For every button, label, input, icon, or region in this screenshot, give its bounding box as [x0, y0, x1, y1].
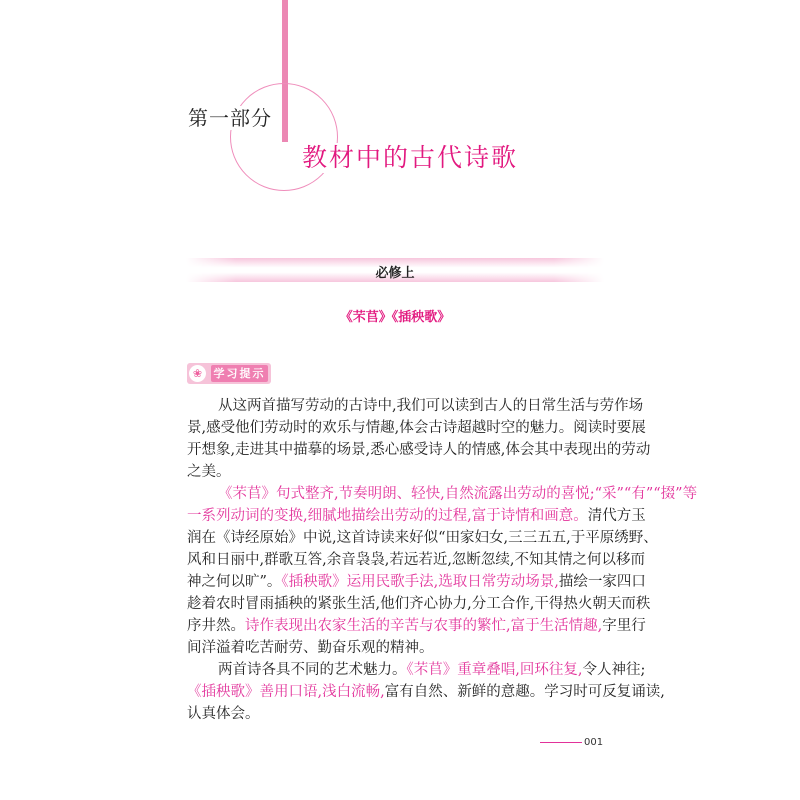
body-line: [187, 395, 644, 417]
body-text: 风和日丽中,群歌互答,余音袅袅,若远若近,忽断忽续,不知其情之何以移而: [187, 552, 646, 568]
highlighted-text: 诗作表现出农家生活的辛苦与农事的繁忙,富于生活情趣,: [245, 618, 603, 634]
study-tip-badge: [187, 363, 271, 384]
body-line: [187, 505, 646, 527]
body-line: [187, 461, 604, 483]
body-line: [187, 593, 651, 615]
highlighted-text: 《插秧歌》善用口语,浅白流畅,: [187, 684, 385, 700]
body-text: 神之何以旷”。: [187, 574, 282, 590]
body-line: [187, 439, 651, 461]
body-text: 之美。: [187, 464, 231, 480]
body-text: 序井然。: [187, 618, 245, 634]
page-number: [540, 737, 603, 748]
body-line: [187, 549, 646, 571]
chapter-title: 教材中的古代诗歌: [302, 143, 522, 173]
highlighted-text: 《芣苢》句式整齐,节奏明朗、轻快,自然流露出劳动的喜悦;“采”“有”“掇”等: [218, 486, 698, 502]
body-text: 富有自然、新鲜的意趣。学习时可反复诵读,: [384, 684, 665, 700]
study-tip-label: 学习提示: [211, 365, 268, 382]
highlighted-text: 《芣苢》重章叠唱,回环往复,: [406, 662, 583, 678]
flower-book-icon: ❀: [189, 365, 206, 382]
decorative-circle: [230, 83, 338, 191]
body-text: 认真体会。: [187, 706, 260, 722]
highlighted-text: 《插秧歌》运用民歌手法,选取日常劳动场景,: [281, 574, 559, 590]
body-text: 间洋溢着吃苦耐劳、勤奋乐观的精神。: [187, 640, 434, 656]
body-text: 令人神往;: [582, 662, 646, 678]
poem-titles: 《芣苢》《插秧歌》: [339, 310, 451, 325]
body-text: 开想象,走进其中描摹的场景,悉心感受诗人的情感,体会其中表现出的劳动: [187, 442, 651, 458]
body-text: 字里行: [602, 618, 646, 634]
body-line: [187, 571, 646, 593]
page-number-text: 001: [584, 737, 604, 748]
body-line: [187, 703, 604, 725]
page-number-rule: [540, 742, 582, 743]
body-text: 描绘一家四口: [558, 574, 646, 590]
body-text: 两首诗各具不同的艺术魅力。: [218, 662, 407, 678]
study-tip-body: [187, 395, 698, 725]
body-line: [187, 615, 646, 637]
body-line: [187, 681, 665, 703]
body-line: [187, 483, 698, 505]
body-text: 趁着农时冒雨插秧的紧张生活,他们齐心协力,分工合作,干得热火朝天而秩: [187, 596, 651, 612]
part-label: 第一部分: [188, 106, 272, 130]
body-text: 从这两首描写劳动的古诗中,我们可以读到古人的日常生活与劳作场: [218, 398, 644, 414]
body-line: [187, 659, 646, 681]
body-line: [187, 527, 658, 549]
highlighted-text: 一系列动词的变换,细腻地描绘出劳动的过程,富于诗情和画意。: [187, 508, 588, 524]
body-line: [187, 637, 604, 659]
body-text: 润在《诗经原始》中说,这首诗读来好似“田家妇女,三三五五,于平原绣野、: [187, 530, 658, 546]
body-line: [187, 417, 646, 439]
section-label: 必修上: [375, 266, 415, 281]
body-text: 景,感受他们劳动时的欢乐与情趣,体会古诗超越时空的魅力。阅读时要展: [187, 420, 646, 436]
body-text: 清代方玉: [587, 508, 646, 524]
